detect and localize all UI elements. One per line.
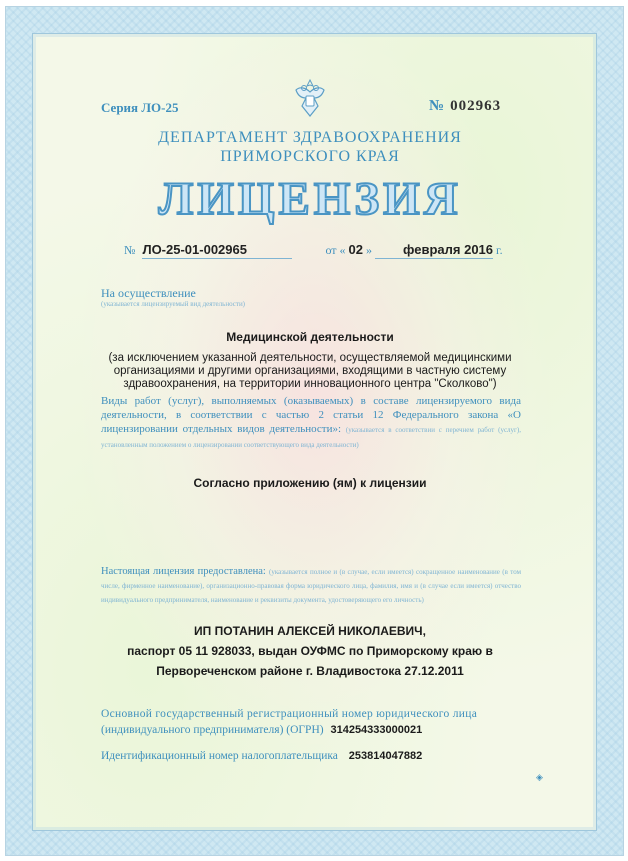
activity-exception: (за исключением указанной деятельности, осуществляемой медицинскими организациями и другими организациями, входящими в частную систему здравоохранения, на территории инновационного центра "Сколково"): [108, 352, 512, 390]
license-year-suffix: г.: [496, 243, 503, 257]
inn-label: Идентификационный номер налогоплательщика: [101, 750, 338, 762]
department-name: ДЕПАРТАМЕНТ ЗДРАВООХРАНЕНИЯ ПРИМОРСКОГО КРАЯ: [158, 129, 462, 165]
series-label: Серия ЛО-25: [101, 100, 179, 115]
works-text-label: Виды работ (услуг), выполняемых (оказываемых) в составе лицензируемого вида деятельности, в соответствии с частью 2 статьи 12 Федерального закона «О лицензировании отдельных видов деятельности»:: [101, 395, 521, 435]
holder-line-1: ИП ПОТАНИН АЛЕКСЕЙ НИКОЛАЕВИЧ,: [194, 624, 426, 638]
works-hint: (указывается в соответствии с перечнем работ (услуг), установленным положением о лицензировании соответствующего вида деятельности): [101, 426, 521, 449]
granted-hint: (указывается полное и (в случае, если имеется) сокращенное наименование (в том числе, фирменное наименование), организационно-правовая форма юридического лица, фамилия, имя и (в случае если имеется) отчество индивидуального предпринимателя, наименование и реквизиты документа, удостоверяющего его личность): [101, 568, 521, 604]
granted-label: Настоящая лицензия предоставлена:: [101, 566, 266, 577]
license-from-label: от «: [325, 243, 346, 257]
activity-name: Медицинской деятельности: [226, 330, 394, 344]
form-number-prefix: №: [429, 98, 445, 114]
license-no-label: №: [124, 243, 136, 257]
holder-line-3: Первореченском районе г. Владивостока 27.12.2011: [156, 664, 464, 678]
works-text: [101, 394, 521, 452]
ornament-icon: ◈: [536, 772, 543, 782]
works-value: Согласно приложению (ям) к лицензии: [193, 476, 427, 490]
ogrn-label-2: (индивидуального предпринимателя) (ОГРН): [101, 724, 324, 736]
license-day-close: »: [366, 243, 373, 257]
activity-label: На осуществление: [101, 286, 196, 300]
license-number: ЛО-25-01-002965: [142, 242, 247, 257]
license-number-line: [124, 242, 503, 259]
inn-block: [101, 750, 422, 762]
ogrn-block: [101, 706, 521, 738]
inn-value: 253814047882: [348, 750, 423, 762]
license-day: 02: [348, 242, 364, 257]
coat-of-arms-icon: [288, 76, 332, 120]
license-month-year: февраля 2016: [403, 242, 494, 257]
ogrn-label-1: Основной государственный регистрационный номер юридического лица: [101, 708, 478, 720]
holder-line-2: паспорт 05 11 928033, выдан ОУФМС по Приморскому краю в: [127, 644, 493, 658]
activity-hint: (указывается лицензируемый вид деятельности): [101, 300, 246, 308]
granted-block: [101, 565, 521, 607]
form-number-value: 002963: [450, 98, 502, 114]
document-title: ЛИЦЕНЗИЯ: [158, 173, 462, 225]
ogrn-value: 314254333000021: [330, 724, 423, 736]
form-number: [429, 98, 501, 115]
